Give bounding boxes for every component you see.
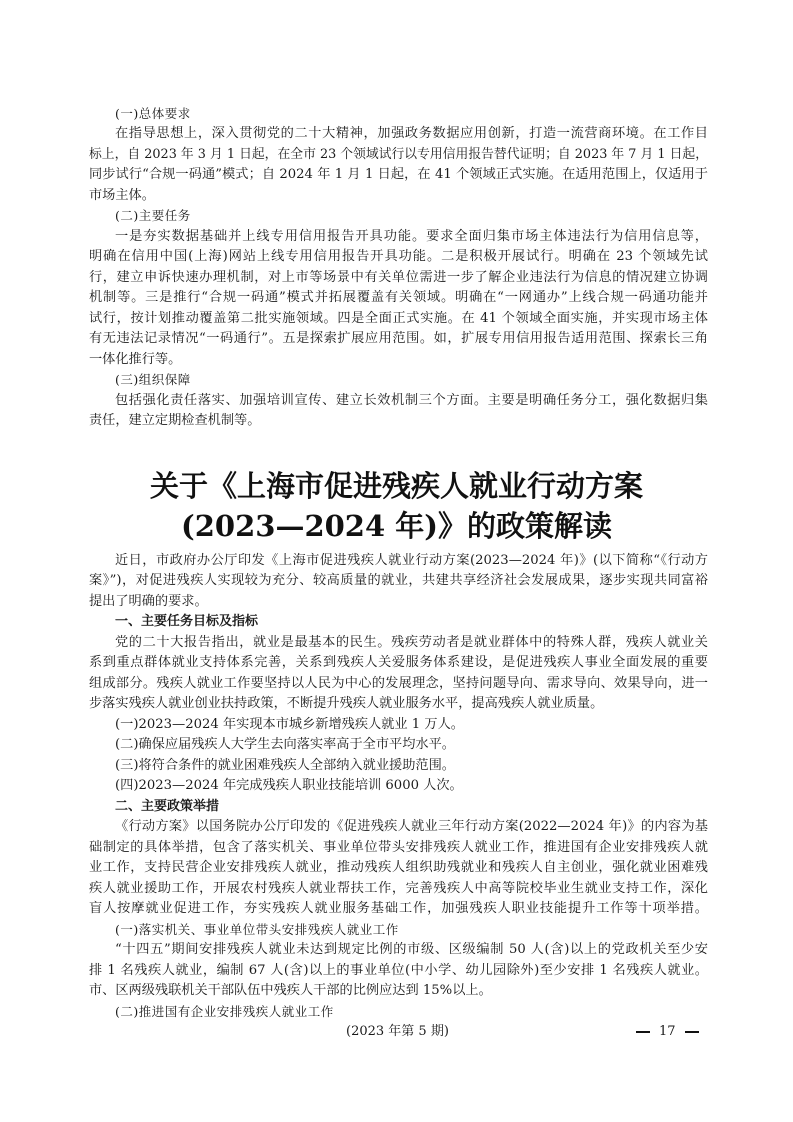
paragraph-line: 明确在信用中国(上海)网站上线专用信用报告开具功能。二是积极开展试行。明确在 23 个领域先试 xyxy=(89,249,708,264)
paragraph-line: 有无违法记录情况“一码通行”。五是探索扩展应用范围。如，扩展专用信用报告适用范围、探索长三角 xyxy=(89,331,708,346)
subheading-general-requirements: (一)总体要求 xyxy=(115,106,191,121)
paragraph-line: 排 1 名残疾人就业，编制 67 人(含)以上的事业单位(中小学、幼儿园除外)至少安排 1 名残疾人就业。 xyxy=(89,963,708,978)
target-item: (三)将符合条件的就业困难残疾人全部纳入就业援助范围。 xyxy=(115,758,455,773)
section-heading-policies: 二、主要政策举措 xyxy=(115,799,220,814)
dash-right xyxy=(685,1031,699,1033)
article-title-line-2: (2023—2024 年)》的政策解读 xyxy=(181,509,612,543)
paragraph-line: 业工作，支持民营企业安排残疾人就业，推动残疾人组织助残就业和残疾人自主创业，强化就业困难残 xyxy=(89,860,708,875)
subheading-state-enterprises: (二)推进国有企业安排残疾人就业工作 xyxy=(115,1004,334,1019)
paragraph-line: 市场主体。 xyxy=(89,188,155,203)
target-item: (一)2023—2024 年实现本市城乡新增残疾人就业 1 万人。 xyxy=(115,717,464,732)
paragraph-line: “十四五”期间安排残疾人就业未达到规定比例的市级、区级编制 50 人(含)以上的党政机关至少安 xyxy=(115,942,708,957)
paragraph-line: 提出了明确的要求。 xyxy=(89,594,208,609)
page-number: 17 xyxy=(659,1024,676,1039)
paragraph-line: 责任，建立定期检查机制等。 xyxy=(89,413,261,428)
paragraph-line: 步落实残疾人就业创业扶持政策，不断提升残疾人就业服务水平，提高残疾人就业质量。 xyxy=(89,696,604,711)
paragraph-line: 机制等。三是推行“合规一码通”模式并拓展覆盖有关领域。明确在“一网通办”上线合规一码通功能并 xyxy=(89,290,708,305)
paragraph-line: 础制定的具体举措，包含了落实机关、事业单位带头安排残疾人就业工作，推进国有企业安排残疾人就 xyxy=(89,840,708,855)
paragraph-line: 行，建立申诉快速办理机制，对上市等场景中有关单位需进一步了解企业违法行为信息的情况建立协调 xyxy=(89,270,708,285)
page-number-group xyxy=(627,1022,708,1042)
paragraph-line: 一是夯实数据基础并上线专用信用报告开具功能。要求全面归集市场主体违法行为信用信息等， xyxy=(115,229,708,244)
subheading-government-units: (一)落实机关、事业单位带头安排残疾人就业工作 xyxy=(115,922,399,937)
paragraph-line: 同步试行“合规一码通”模式；自 2024 年 1 月 1 日起，在 41 个领域正式实施。在适用范围上，仅适用于 xyxy=(89,167,708,182)
subheading-main-tasks: (二)主要任务 xyxy=(115,208,191,223)
paragraph-line: 党的二十大报告指出，就业是最基本的民生。残疾劳动者是就业群体中的特殊人群，残疾人就业关 xyxy=(115,635,708,650)
paragraph-line: 系到重点群体就业支持体系完善，关系到残疾人关爱服务体系建设，是促进残疾人事业全面发展的重要 xyxy=(89,655,708,670)
target-item: (二)确保应届残疾人大学生去向落实率高于全市平均水平。 xyxy=(115,737,455,752)
paragraph-line: 疾人就业援助工作，开展农村残疾人就业帮扶工作，完善残疾人中高等院校毕业生就业支持工作，深化 xyxy=(89,881,708,896)
paragraph-line: 一体化推行等。 xyxy=(89,352,182,367)
paragraph-line: 试行，按计划推动覆盖第二批实施领域。四是全面正式实施。在 41 个领域全面实施，并实现市场主体 xyxy=(89,311,708,326)
subheading-organization: (三)组织保障 xyxy=(115,372,191,387)
paragraph-line: 标上，自 2023 年 3 月 1 日起，在全市 23 个领域试行以专用信用报告替代证明；自 2023 年 7 月 1 日起， xyxy=(89,147,708,162)
paragraph-line: 组成部分。残疾人就业工作要坚持以人民为中心的发展理念，坚持问题导向、需求导向、效果导向，进一 xyxy=(89,676,708,691)
paragraph-line: 《行动方案》以国务院办公厅印发的《促进残疾人就业三年行动方案(2022—2024 年)》的内容为基 xyxy=(115,819,708,834)
paragraph-line: 盲人按摩就业促进工作，夯实残疾人就业服务基础工作，加强残疾人职业技能提升工作等十项举措。 xyxy=(89,901,708,916)
paragraph-line: 近日，市政府办公厅印发《上海市促进残疾人就业行动方案(2023—2024 年)》(以下简称“《行动方 xyxy=(115,553,708,568)
paragraph-line: 在指导思想上，深入贯彻党的二十大精神，加强政务数据应用创新，打造一流营商环境。在工作目 xyxy=(115,126,708,141)
issue-label: (2023 年第 5 期) xyxy=(346,1024,449,1039)
section-heading-targets: 一、主要任务目标及指标 xyxy=(115,614,259,629)
dash-left xyxy=(636,1031,650,1033)
paragraph-line: 市、区两级残联机关干部队伍中残疾人干部的比例应达到 15%以上。 xyxy=(89,983,492,998)
paragraph-line: 包括强化责任落实、加强培训宣传、建立长效机制三个方面。主要是明确任务分工，强化数据归集 xyxy=(115,393,708,408)
target-item: (四)2023—2024 年完成残疾人职业技能培训 6000 人次。 xyxy=(115,778,463,793)
article-title-line-1: 关于《上海市促进残疾人就业行动方案 xyxy=(149,469,643,503)
paragraph-line: 案》”)，对促进残疾人实现较为充分、较高质量的就业，共建共享经济社会发展成果，逐步实现共同富裕 xyxy=(89,573,708,588)
